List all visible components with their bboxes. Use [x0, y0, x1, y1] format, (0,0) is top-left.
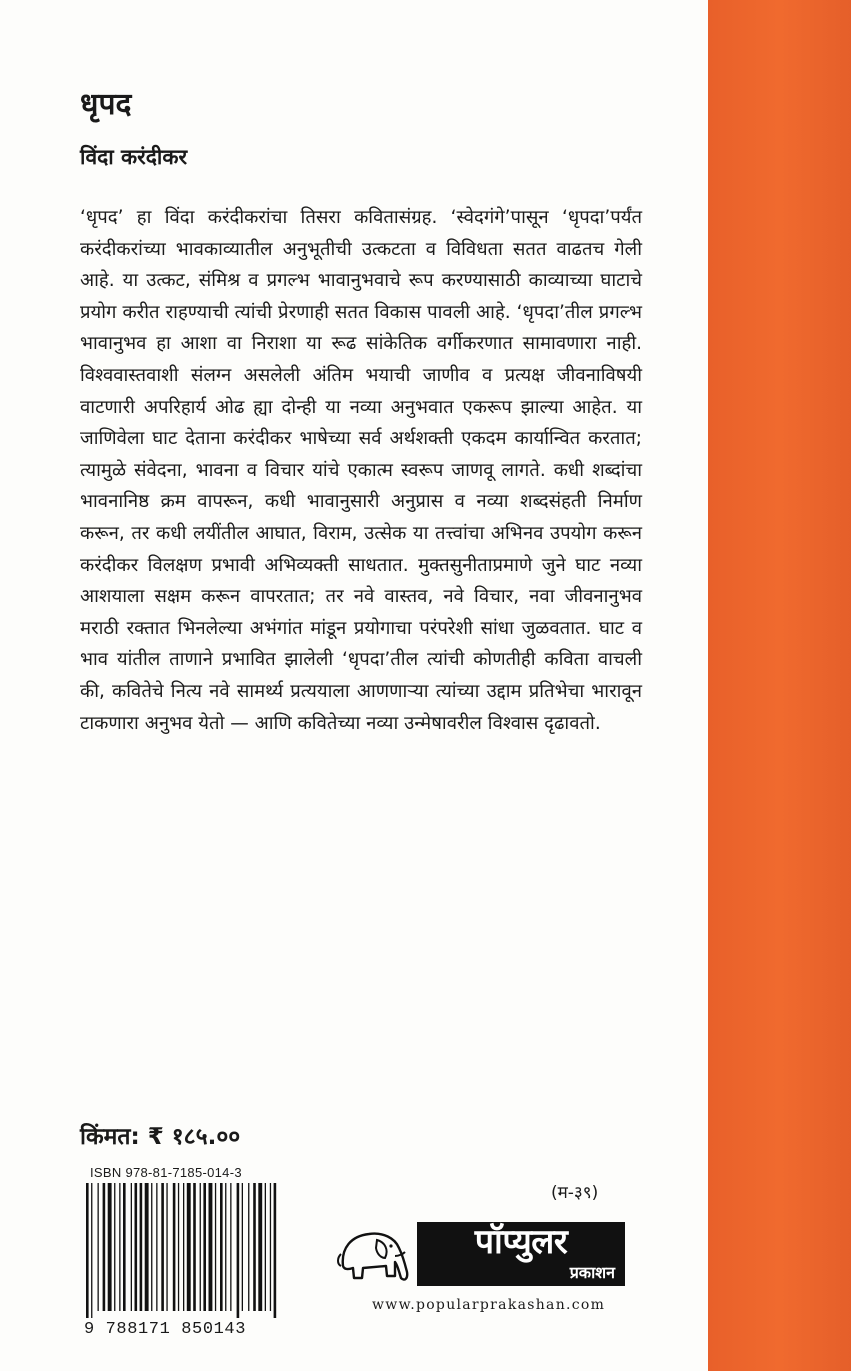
author-name: विंदा करंदीकर [80, 145, 188, 169]
barcode-bar [230, 1183, 231, 1311]
barcode-bar [237, 1183, 240, 1318]
barcode-bar [91, 1183, 92, 1318]
barcode-bar [265, 1183, 266, 1311]
elephant-icon [335, 1214, 415, 1294]
barcode-bar [119, 1183, 120, 1311]
barcode-bar [161, 1183, 164, 1311]
barcode-bar [156, 1183, 157, 1311]
publisher-name: पॉप्युलर [474, 1222, 568, 1262]
barcode-bar [86, 1183, 89, 1318]
barcode-bar [145, 1183, 149, 1311]
barcode-bar [123, 1183, 126, 1311]
barcode-bar [183, 1183, 184, 1311]
barcode-bar [203, 1183, 206, 1311]
blurb-text: ‘धृपद’ हा विंदा करंदीकरांचा तिसरा कवितासंग्रह. ‘स्वेदगंगे’पासून ‘धृपदा’पर्यंत करंदीकरांच्या भावकाव्यातील अनुभूतीची उत्कटता व विविधता सतत वाढतच गेली आहे. या उत्कट, संमिश्र व प्रगल्भ भावानुभवाचे रूप करण्यासाठी काव्याच्या घाटाचे प्रयोग करीत राहण्याची त्यांची प्रेरणाही सतत विकास पावली आहे. ‘धृपदा’तील प्रगल्भ भावानुभव हा आशा वा निराशा या रूढ सांकेतिक वर्गीकरणात सामावणारा नाही. विश्ववास्तवाशी संलग्न असलेली अंतिम भयाची जाणीव व प्रत्यक्ष जीवनाविषयी वाटणारी अपरिहार्य ओढ ह्या दोन्ही या नव्या अनुभवात एकरूप झाल्या आहेत. या जाणिवेला घाट देताना करंदीकर भाषेच्या सर्व अर्थशक्ती एकदम कार्यान्वित करतात; त्यामुळे संवेदना, भावना व विचार यांचे एकात्म स्वरूप जाणवू लागते. कधी शब्दांचा भावनानिष्ठ क्रम वापरून, कधी भावानुसारी अनुप्रास व नव्या शब्दसंहती निर्माण करून, तर कधी लयींतील आघात, विराम, उत्सेक या तत्त्वांचा अभिनव उपयोग करून करंदीकर विलक्षण प्रभावी अभिव्यक्ती साधतात. मुक्तसुनीताप्रमाणे जुने घाट नव्या आशयाला सक्षम करून वापरतात; तर नवे वास्तव, नवे विचार, नवा जीवनानुभव मराठी रक्तात भिनलेल्या अभंगांत मांडून प्रयोगाचा परंपरेशी सांधा जुळवतात. घाट व भाव यांतील ताणाने प्रभावित झालेली ‘धृपदा’तील त्यांची कोणतीही कविता वाचली की, कवितेचे नित्य नवे सामर्थ्य प्रत्ययाला आणणाऱ्या त्यांच्या उद्दाम प्रतिभेचा भारावून टाकणारा अनुभव येतो — आणि कवितेच्या नव्या उन्मेषावरील विश्वास दृढावतो. [80, 207, 642, 734]
barcode-digits: 9 788171 850143 [84, 1320, 247, 1339]
barcode-bar [193, 1183, 196, 1311]
publisher-badge [417, 1222, 625, 1286]
barcode-bar [220, 1183, 223, 1311]
barcode-bar [225, 1183, 226, 1311]
barcode-bar [248, 1183, 249, 1311]
price-label: किंमत: ₹ १८५.०० [80, 1124, 241, 1150]
barcode-bar [253, 1183, 256, 1311]
book-title: धृपद [80, 87, 132, 122]
publisher-sub: प्रकाशन [569, 1263, 615, 1282]
barcode-bar [151, 1183, 152, 1311]
orange-spine [708, 0, 851, 1371]
barcode-bar [131, 1183, 132, 1311]
barcode-bar [114, 1183, 115, 1311]
barcode [84, 1183, 284, 1318]
barcode-bar [135, 1183, 138, 1311]
barcode-bar [274, 1183, 277, 1318]
barcode-bar [200, 1183, 201, 1311]
barcode-bar [215, 1183, 216, 1311]
barcode-bar [108, 1183, 112, 1311]
barcode-bar [209, 1183, 213, 1311]
catalog-code: (म-३९) [551, 1183, 599, 1203]
barcode-bar [178, 1183, 179, 1311]
isbn-number: ISBN 978-81-7185-014-3 [90, 1165, 242, 1180]
publisher-website: www.popularprakashan.com [372, 1297, 606, 1313]
barcode-bar [173, 1183, 176, 1311]
barcode-bar [258, 1183, 262, 1311]
barcode-bar [103, 1183, 106, 1311]
barcode-bar [242, 1183, 243, 1311]
barcode-bar [166, 1183, 167, 1311]
publisher-logo [335, 1214, 630, 1294]
barcode-bar [98, 1183, 99, 1311]
barcode-bar [270, 1183, 271, 1311]
barcode-bar [187, 1183, 191, 1311]
barcode-bar [140, 1183, 143, 1311]
